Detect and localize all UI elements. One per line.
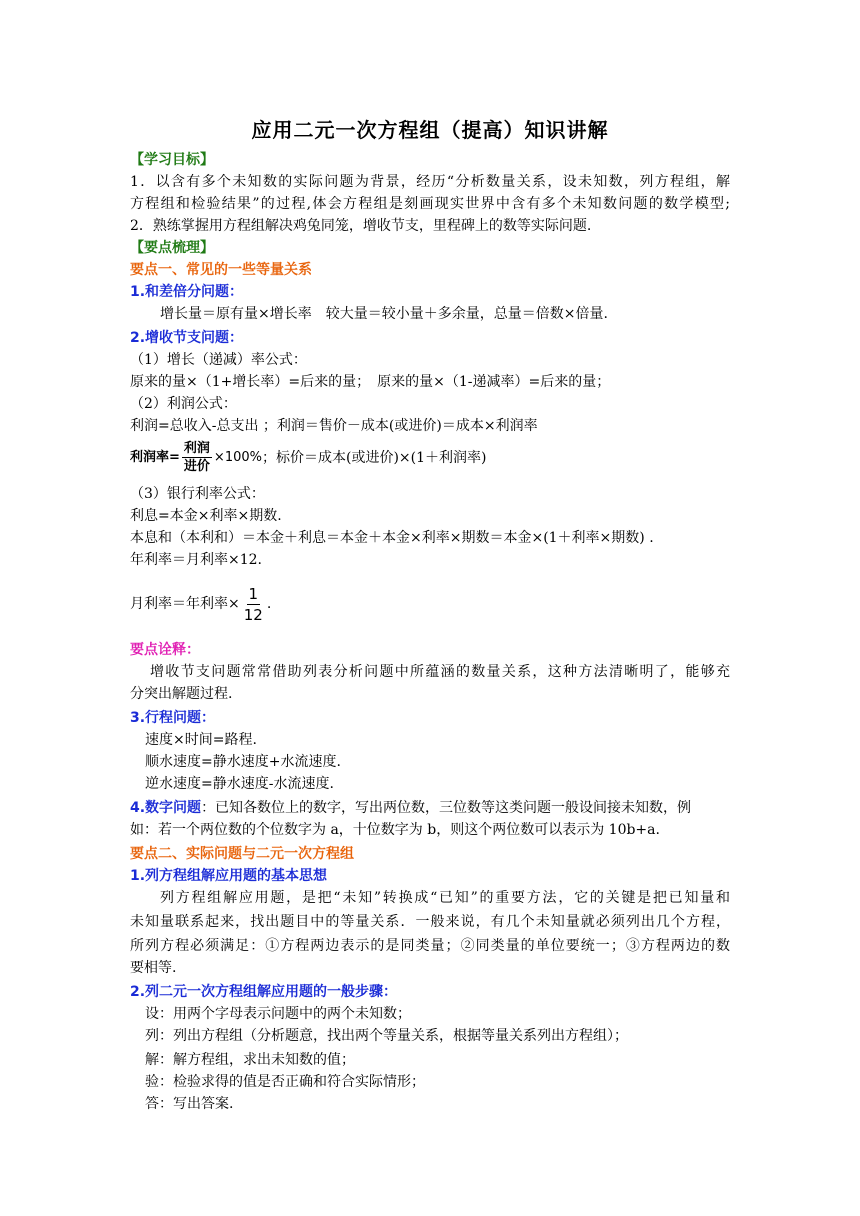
point2-section2-heading: 2.列二元一次方程组解应用题的一般步骤：: [130, 984, 398, 1000]
profit-rate-label: 利润率=: [130, 449, 180, 465]
profit-rate-denominator: 进价: [183, 459, 210, 474]
profit-formula: 利润=总收入-总支出 ；利润＝售价－成本(或进价)＝成本×利润率: [130, 418, 538, 434]
objective-1-line-1: 1．以含有多个未知数的实际问题为背景，经历“分析数量关系，设未知数，列方程组，解: [130, 174, 730, 190]
monthly-rate-denominator: 12: [243, 605, 263, 624]
basic-idea-line-2: 未知量联系起来，找出题目中的等量关系．一般来说，有几个未知量就必须列出几个方程，: [130, 914, 730, 930]
step-answer: 答：写出答案.: [145, 1096, 234, 1112]
basic-idea-line-4: 要相等.: [130, 960, 177, 976]
basic-idea-line-3: 所列方程必须满足：①方程两边表示的是同类量；②同类量的单位要统一；③方程两边的数: [130, 938, 730, 954]
monthly-rate-formula: [130, 582, 730, 626]
profit-rate-percent: ×100%: [213, 449, 262, 465]
section2-heading: 2.增收节支问题：: [130, 330, 244, 346]
review-heading: 【要点梳理】: [130, 240, 214, 256]
step-set: 设：用两个字母表示问题中的两个未知数；: [145, 1006, 411, 1022]
section3-heading: 3.行程问题：: [130, 710, 216, 726]
monthly-rate-label: 月利率＝年利率×: [130, 596, 240, 612]
profit-rate-formula: [130, 440, 730, 475]
profit-rate-fraction: [182, 440, 212, 475]
section4-heading: 4.数字问题: [130, 800, 202, 816]
step-check: 验：检验求得的值是否正确和符合实际情形；: [145, 1074, 425, 1090]
monthly-rate-period: .: [266, 596, 272, 612]
section1-heading: 1.和差倍分问题：: [130, 284, 244, 300]
section4-line-1: [130, 798, 730, 818]
step-list: 列：列出方程组（分析题意，找出两个等量关系，根据等量关系列出方程组）；: [145, 1028, 628, 1044]
principal-interest-formula: 本息和（本利和）＝本金＋利息＝本金＋本金×利率×期数＝本金×(1＋利率×期数) .: [130, 530, 654, 546]
growth-rate-heading: （1）增长（递减）率公式：: [130, 352, 307, 368]
monthly-rate-numerator: 1: [248, 584, 259, 603]
annual-rate-formula: 年利率＝月利率×12.: [130, 552, 262, 568]
marked-price-formula: ；标价＝成本(或进价)×(1＋利润率): [261, 449, 487, 466]
section1-formula: 增长量＝原有量×增长率 较大量＝较小量＋多余量，总量＝倍数×倍量.: [160, 306, 608, 322]
section4-line-2: 如：若一个两位数的个位数字为 a，十位数字为 b，则这个两位数可以表示为 10b+a.: [130, 822, 660, 838]
step-solve: 解：解方程组，求出未知数的值；: [145, 1052, 355, 1068]
profit-heading: （2）利润公式：: [130, 396, 237, 412]
note-heading: 要点诠释：: [130, 642, 200, 658]
section4-text: ：已知各数位上的数字，写出两位数，三位数等这类问题一般设间接未知数，例: [201, 800, 692, 816]
bank-heading: （3）银行利率公式：: [130, 486, 265, 502]
point2-heading: 要点二、实际问题与二元一次方程组: [130, 846, 354, 862]
note-line-1: 增收节支问题常常借助列表分析问题中所蕴涵的数量关系，这种方法清晰明了，能够充: [150, 664, 730, 680]
point2-section1-heading: 1.列方程组解应用题的基本思想: [130, 868, 328, 884]
profit-rate-numerator: 利润: [183, 441, 210, 456]
downstream-formula: 顺水速度=静水速度+水流速度.: [145, 754, 341, 770]
interest-formula: 利息=本金×利率×期数.: [130, 508, 282, 524]
point1-heading: 要点一、常见的一些等量关系: [130, 262, 312, 278]
basic-idea-line-1: 列方程组解应用题，是把“未知”转换成“已知”的重要方法，它的关键是把已知量和: [160, 890, 730, 906]
speed-formula: 速度×时间=路程.: [145, 732, 257, 748]
objective-1-line-2: 方程组和检验结果”的过程,体会方程组是刻画现实世界中含有多个未知数问题的数学模型;: [130, 196, 730, 212]
upstream-formula: 逆水速度=静水速度-水流速度.: [145, 776, 334, 792]
monthly-rate-fraction: [242, 584, 265, 625]
page-title: 应用二元一次方程组（提高）知识讲解: [251, 118, 609, 142]
note-line-2: 分突出解题过程.: [130, 686, 233, 702]
growth-rate-formula: 原来的量×（1+增长率）=后来的量； 原来的量×（1-递减率）=后来的量；: [130, 374, 611, 390]
objective-2: 2．熟练掌握用方程组解决鸡兔同笼，增收节支，里程碑上的数等实际问题.: [130, 218, 592, 234]
objectives-heading: 【学习目标】: [130, 152, 214, 168]
